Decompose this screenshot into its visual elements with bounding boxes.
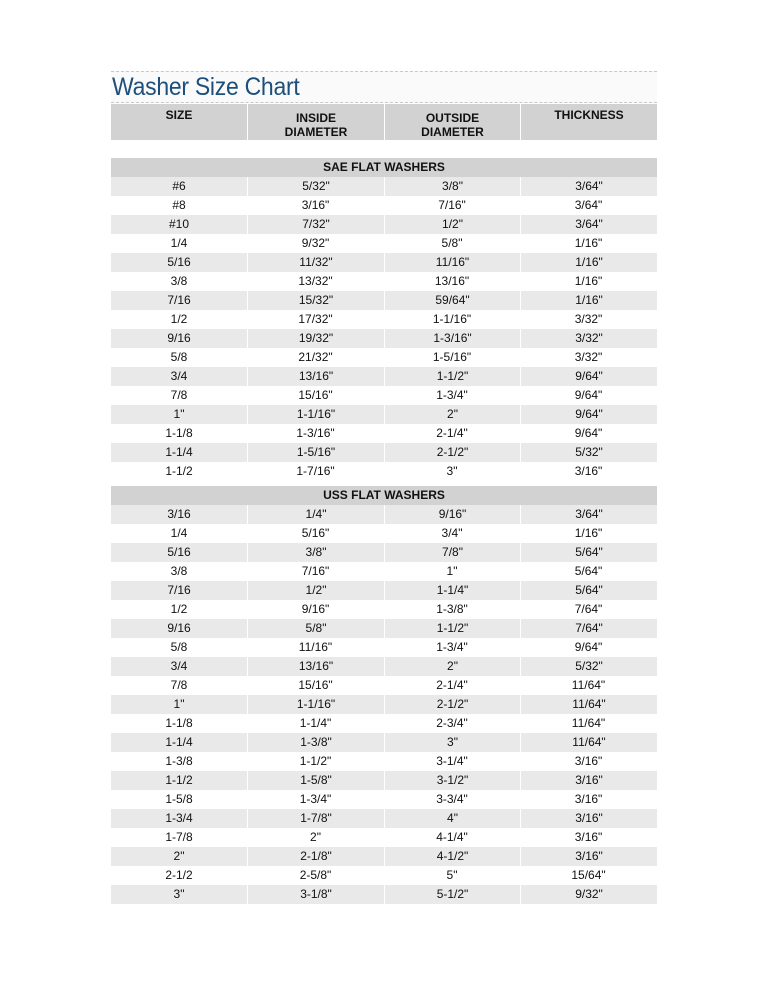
spacer <box>111 140 657 158</box>
cell-outside-diameter: 1" <box>446 564 458 578</box>
cell-outside-diameter: 1/2" <box>384 215 520 234</box>
cell-inside-diameter: 3-1/8" <box>247 885 384 904</box>
cell-outside-diameter: 5/8" <box>441 236 463 250</box>
cell-inside-diameter: 7/16" <box>301 564 330 578</box>
cell-inside-diameter: 15/32" <box>247 291 384 310</box>
cell-size: 1/4 <box>170 526 188 540</box>
cell-size: 1" <box>173 697 185 711</box>
cell-outside-diameter: 3-1/4" <box>436 754 468 768</box>
cell-thickness: 3/32" <box>574 350 603 364</box>
cell-size: 1-1/2 <box>165 773 193 787</box>
table-row <box>111 424 657 443</box>
cell-size: 7/8 <box>170 388 188 402</box>
cell-outside-diameter: 9/16" <box>384 505 520 524</box>
cell-size: 1/4 <box>170 236 188 250</box>
table-row <box>111 714 657 733</box>
cell-inside-diameter: 1-3/16" <box>296 426 335 440</box>
washer-size-chart <box>111 71 657 904</box>
table-row <box>111 733 657 752</box>
cell-outside-diameter: 7/16" <box>438 198 466 212</box>
cell-size: 1-3/8 <box>165 754 193 768</box>
table-row <box>111 177 657 196</box>
title-bar <box>111 71 657 103</box>
cell-inside-diameter: 2-5/8" <box>299 868 332 882</box>
cell-thickness: 5/32" <box>520 443 657 462</box>
cell-thickness: 11/64" <box>520 733 657 752</box>
table-row <box>111 505 657 524</box>
cell-outside-diameter: 2" <box>384 657 520 676</box>
cell-size: 9/16 <box>167 621 191 635</box>
section-heading: SAE FLAT WASHERS <box>111 158 657 177</box>
table-row <box>111 215 657 234</box>
table-row <box>111 676 657 695</box>
cell-size: 3" <box>173 887 185 901</box>
header-outside-line1: OUTSIDE <box>425 111 480 125</box>
cell-thickness: 1/16" <box>520 253 657 272</box>
cell-size: 5/16 <box>167 255 191 269</box>
table-row <box>111 543 657 562</box>
cell-outside-diameter: 2-3/4" <box>436 716 468 730</box>
cell-inside-diameter: 21/32" <box>298 350 333 364</box>
table-row <box>111 790 657 809</box>
cell-outside-diameter: 4" <box>384 809 520 828</box>
cell-thickness: 9/32" <box>520 885 657 904</box>
cell-thickness: 3/16" <box>574 792 603 806</box>
cell-inside-diameter: 1-1/16" <box>247 405 384 424</box>
header-outside-diameter <box>384 104 520 140</box>
cell-thickness: 3/16" <box>520 771 657 790</box>
table-row <box>111 234 657 253</box>
cell-inside-diameter: 9/32" <box>301 236 330 250</box>
cell-size: 2" <box>173 849 185 863</box>
cell-thickness: 3/16" <box>520 809 657 828</box>
cell-thickness: 3/16" <box>520 847 657 866</box>
cell-thickness: 3/64" <box>520 215 657 234</box>
table-row <box>111 524 657 543</box>
section-heading: USS FLAT WASHERS <box>111 486 657 505</box>
cell-size: 3/4 <box>170 369 188 383</box>
cell-outside-diameter: 5" <box>446 868 458 882</box>
table-row <box>111 866 657 885</box>
cell-thickness: 1/16" <box>574 236 603 250</box>
table-row <box>111 462 657 481</box>
table-row <box>111 695 657 714</box>
cell-inside-diameter: 2" <box>310 830 321 844</box>
header-outside-line2: DIAMETER <box>421 125 484 139</box>
cell-outside-diameter: 2-1/4" <box>436 678 468 692</box>
cell-outside-diameter: 1-3/8" <box>436 602 468 616</box>
cell-outside-diameter: 1-3/16" <box>384 329 520 348</box>
table-row <box>111 581 657 600</box>
cell-thickness: 1/16" <box>574 274 603 288</box>
cell-size: 1/2 <box>170 602 188 616</box>
header-inside-diameter <box>247 104 384 140</box>
cell-thickness: 3/32" <box>520 329 657 348</box>
cell-outside-diameter: 1-3/4" <box>436 640 468 654</box>
cell-size: 3/4 <box>170 659 188 673</box>
cell-inside-diameter: 3/8" <box>247 543 384 562</box>
header-thickness: THICKNESS <box>520 104 657 140</box>
header-inside-line1: INSIDE <box>295 111 336 125</box>
table-row <box>111 752 657 771</box>
cell-inside-diameter: 11/32" <box>247 253 384 272</box>
table-row <box>111 348 657 367</box>
cell-size: 7/8 <box>170 678 188 692</box>
cell-thickness: 7/64" <box>520 619 657 638</box>
cell-size: 9/16 <box>167 331 191 345</box>
cell-outside-diameter: 1-1/16" <box>432 312 472 326</box>
cell-inside-diameter: 1-1/16" <box>247 695 384 714</box>
cell-size: 1/2 <box>170 312 188 326</box>
table-row <box>111 657 657 676</box>
header-inside-line2: DIAMETER <box>284 125 348 139</box>
cell-inside-diameter: 1-5/8" <box>247 771 384 790</box>
table-row <box>111 809 657 828</box>
cell-outside-diameter: 3" <box>446 464 458 478</box>
cell-inside-diameter: 17/32" <box>298 312 333 326</box>
cell-outside-diameter: 3" <box>384 733 520 752</box>
table-row <box>111 828 657 847</box>
cell-inside-diameter: 3/16" <box>301 198 330 212</box>
cell-thickness: 9/64" <box>574 640 603 654</box>
cell-thickness: 3/16" <box>574 754 603 768</box>
cell-size: 1-7/8 <box>165 830 193 844</box>
table-row <box>111 291 657 310</box>
cell-inside-diameter: 19/32" <box>247 329 384 348</box>
cell-thickness: 5/32" <box>520 657 657 676</box>
cell-size: 1-1/8 <box>165 426 193 440</box>
cell-size: 3/8 <box>170 274 188 288</box>
cell-inside-diameter: 1-1/2" <box>299 754 332 768</box>
cell-inside-diameter: 11/16" <box>298 640 333 654</box>
cell-outside-diameter: 1-1/2" <box>384 367 520 386</box>
cell-inside-diameter: 13/16" <box>247 657 384 676</box>
cell-thickness: 5/64" <box>574 564 603 578</box>
cell-outside-diameter: 1-1/2" <box>384 619 520 638</box>
cell-inside-diameter: 13/32" <box>298 274 333 288</box>
table-row <box>111 196 657 215</box>
table-sections <box>111 158 657 904</box>
cell-thickness: 3/64" <box>520 505 657 524</box>
cell-outside-diameter: 2-1/4" <box>436 426 468 440</box>
cell-inside-diameter: 1-5/16" <box>247 443 384 462</box>
cell-thickness: 9/64" <box>520 367 657 386</box>
cell-outside-diameter: 3/8" <box>384 177 520 196</box>
page-title: Washer Size Chart <box>112 73 300 101</box>
cell-thickness: 3/32" <box>574 312 603 326</box>
cell-thickness: 7/64" <box>574 602 603 616</box>
cell-size: 1-1/4 <box>165 735 193 749</box>
cell-size: 1-1/8 <box>165 716 193 730</box>
column-header-row <box>111 104 657 140</box>
cell-inside-diameter: 7/32" <box>247 215 384 234</box>
cell-size: 1-5/8 <box>165 792 193 806</box>
cell-thickness: 1/16" <box>520 291 657 310</box>
table-row <box>111 272 657 291</box>
cell-outside-diameter: 2-1/2" <box>384 695 520 714</box>
cell-inside-diameter: 5/16" <box>301 526 330 540</box>
cell-outside-diameter: 3/4" <box>441 526 463 540</box>
table-row <box>111 329 657 348</box>
cell-inside-diameter: 1-3/8" <box>247 733 384 752</box>
cell-thickness: 9/64" <box>574 426 603 440</box>
cell-size: 5/8 <box>170 350 188 364</box>
table-row <box>111 386 657 405</box>
cell-size: 1-1/2 <box>165 464 193 478</box>
cell-thickness: 9/64" <box>574 388 603 402</box>
cell-inside-diameter: 13/16" <box>247 367 384 386</box>
cell-outside-diameter: 13/16" <box>434 274 470 288</box>
cell-outside-diameter: 4-1/2" <box>384 847 520 866</box>
cell-outside-diameter: 3-3/4" <box>436 792 468 806</box>
cell-size: 3/8 <box>170 564 188 578</box>
cell-outside-diameter: 59/64" <box>384 291 520 310</box>
cell-inside-diameter: 1-7/16" <box>296 464 335 478</box>
cell-outside-diameter: 7/8" <box>384 543 520 562</box>
cell-size: 2-1/2 <box>165 868 193 882</box>
cell-inside-diameter: 5/8" <box>247 619 384 638</box>
cell-thickness: 5/64" <box>520 581 657 600</box>
header-size: SIZE <box>165 108 193 122</box>
cell-inside-diameter: 15/16" <box>298 678 333 692</box>
cell-thickness: 1/16" <box>574 526 603 540</box>
cell-inside-diameter: 9/16" <box>301 602 330 616</box>
table-row <box>111 405 657 424</box>
cell-size: #10 <box>168 217 190 231</box>
cell-outside-diameter: 1-5/16" <box>432 350 472 364</box>
cell-size: 1" <box>173 407 185 421</box>
cell-inside-diameter: 1/2" <box>247 581 384 600</box>
table-row <box>111 619 657 638</box>
cell-outside-diameter: 2-1/2" <box>384 443 520 462</box>
cell-inside-diameter: 1-1/4" <box>299 716 332 730</box>
cell-inside-diameter: 15/16" <box>298 388 333 402</box>
cell-thickness: 3/16" <box>574 830 603 844</box>
cell-size: #6 <box>172 179 186 193</box>
cell-size: 3/16 <box>167 507 191 521</box>
cell-thickness: 3/64" <box>574 198 603 212</box>
cell-thickness: 3/64" <box>520 177 657 196</box>
cell-size: 5/8 <box>170 640 188 654</box>
table-row <box>111 600 657 619</box>
cell-outside-diameter: 4-1/4" <box>436 830 468 844</box>
cell-inside-diameter: 1-7/8" <box>247 809 384 828</box>
cell-size: 7/16 <box>167 293 191 307</box>
cell-inside-diameter: 1/4" <box>247 505 384 524</box>
cell-outside-diameter: 3-1/2" <box>384 771 520 790</box>
cell-outside-diameter: 1-3/4" <box>436 388 468 402</box>
cell-inside-diameter: 5/32" <box>247 177 384 196</box>
cell-outside-diameter: 1-1/4" <box>384 581 520 600</box>
cell-size: 5/16 <box>167 545 191 559</box>
cell-thickness: 11/64" <box>571 678 606 692</box>
table-row <box>111 310 657 329</box>
cell-thickness: 5/64" <box>520 543 657 562</box>
table-row <box>111 771 657 790</box>
cell-size: 1-1/4 <box>165 445 193 459</box>
cell-thickness: 9/64" <box>520 405 657 424</box>
cell-thickness: 15/64" <box>571 868 606 882</box>
cell-thickness: 3/16" <box>574 464 603 478</box>
cell-outside-diameter: 5-1/2" <box>384 885 520 904</box>
table-row <box>111 253 657 272</box>
table-row <box>111 847 657 866</box>
table-row <box>111 638 657 657</box>
cell-outside-diameter: 11/16" <box>384 253 520 272</box>
cell-outside-diameter: 2" <box>384 405 520 424</box>
table-row <box>111 885 657 904</box>
cell-size: #8 <box>172 198 186 212</box>
cell-size: 1-3/4 <box>165 811 193 825</box>
cell-inside-diameter: 2-1/8" <box>247 847 384 866</box>
table-row <box>111 443 657 462</box>
cell-thickness: 11/64" <box>520 695 657 714</box>
table-row <box>111 367 657 386</box>
cell-inside-diameter: 1-3/4" <box>299 792 332 806</box>
cell-thickness: 11/64" <box>571 716 606 730</box>
table-row <box>111 562 657 581</box>
cell-size: 7/16 <box>167 583 191 597</box>
